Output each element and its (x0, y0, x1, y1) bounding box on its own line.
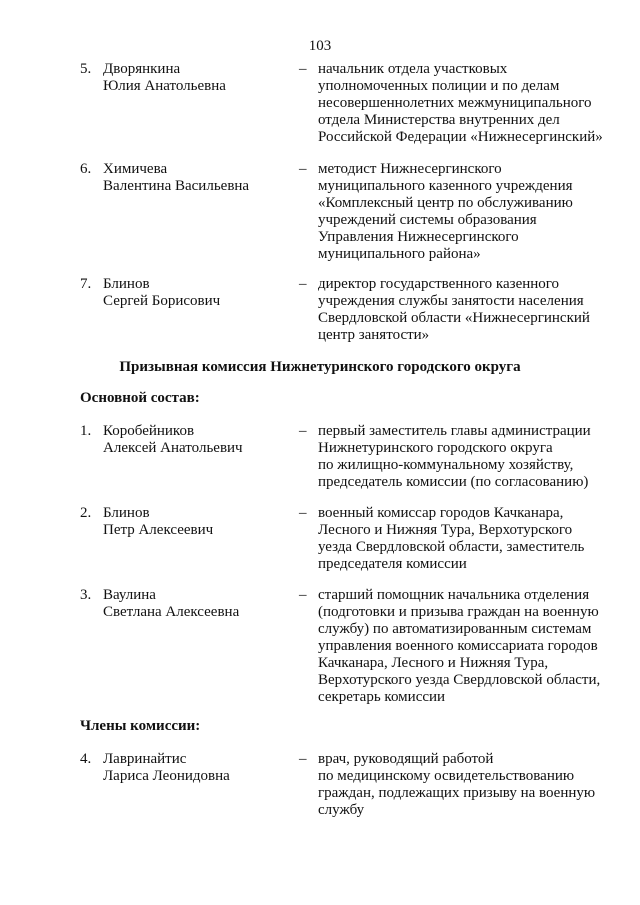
dash-separator: – (299, 587, 307, 603)
item-number: 1. (80, 423, 92, 439)
person-name: Ваулина Светлана Алексеевна (103, 587, 240, 620)
dash-separator: – (299, 61, 307, 77)
item-number: 5. (80, 61, 92, 77)
position-description: первый заместитель главы администрации Нижнетуринского городского округа по жилищно-коммунальному хозяйству, председатель комиссии (по согласованию) (318, 423, 591, 490)
position-description: начальник отдела участковых уполномоченных полиции и по делам несовершеннолетних межмуниципального отдела Министерства внутренних дел Российской Федерации «Нижнесергинский» (318, 61, 603, 145)
person-name: Блинов Сергей Борисович (103, 276, 221, 309)
person-name: Блинов Петр Алексеевич (103, 505, 214, 538)
position-description: врач, руководящий работой по медицинскому освидетельствованию граждан, подлежащих призыву на военную службу (318, 751, 596, 818)
position-description: военный комиссар городов Качканара, Лесного и Нижняя Тура, Верхотурского уезда Свердловской области, заместитель председателя комиссии (318, 505, 585, 572)
dash-separator: – (299, 505, 307, 521)
position-description: методист Нижнесергинского муниципального казенного учреждения «Комплексный центр по обслуживанию учреждений системы образования Управления Нижнесергинского муниципального района» (318, 161, 573, 262)
item-number: 6. (80, 161, 92, 177)
item-number: 4. (80, 751, 92, 767)
position-description: старший помощник начальника отделения (подготовки и призыва граждан на военную службу) по автоматизированным системам управления военного комиссариата городов Качканара, Лесного и Нижняя Тура, Верхотурского уезда Свердловской области, секретарь комиссии (318, 587, 601, 705)
members-heading: Члены комиссии: (80, 718, 201, 734)
item-number: 2. (80, 505, 92, 521)
dash-separator: – (299, 276, 307, 292)
dash-separator: – (299, 423, 307, 439)
item-number: 3. (80, 587, 92, 603)
position-description: директор государственного казенного учреждения службы занятости населения Свердловской области «Нижнесергинский центр занятости» (318, 276, 590, 343)
dash-separator: – (299, 751, 307, 767)
section-title: Призывная комиссия Нижнетуринского городского округа (119, 359, 521, 375)
person-name: Химичева Валентина Васильевна (103, 161, 250, 194)
dash-separator: – (299, 161, 307, 177)
person-name: Дворянкина Юлия Анатольевна (103, 61, 226, 94)
person-name: Лавринайтис Лариса Леонидовна (103, 751, 230, 784)
main-composition-heading: Основной состав: (80, 390, 200, 406)
page-number: 103 (308, 38, 332, 54)
item-number: 7. (80, 276, 92, 292)
person-name: Коробейников Алексей Анатольевич (103, 423, 243, 456)
